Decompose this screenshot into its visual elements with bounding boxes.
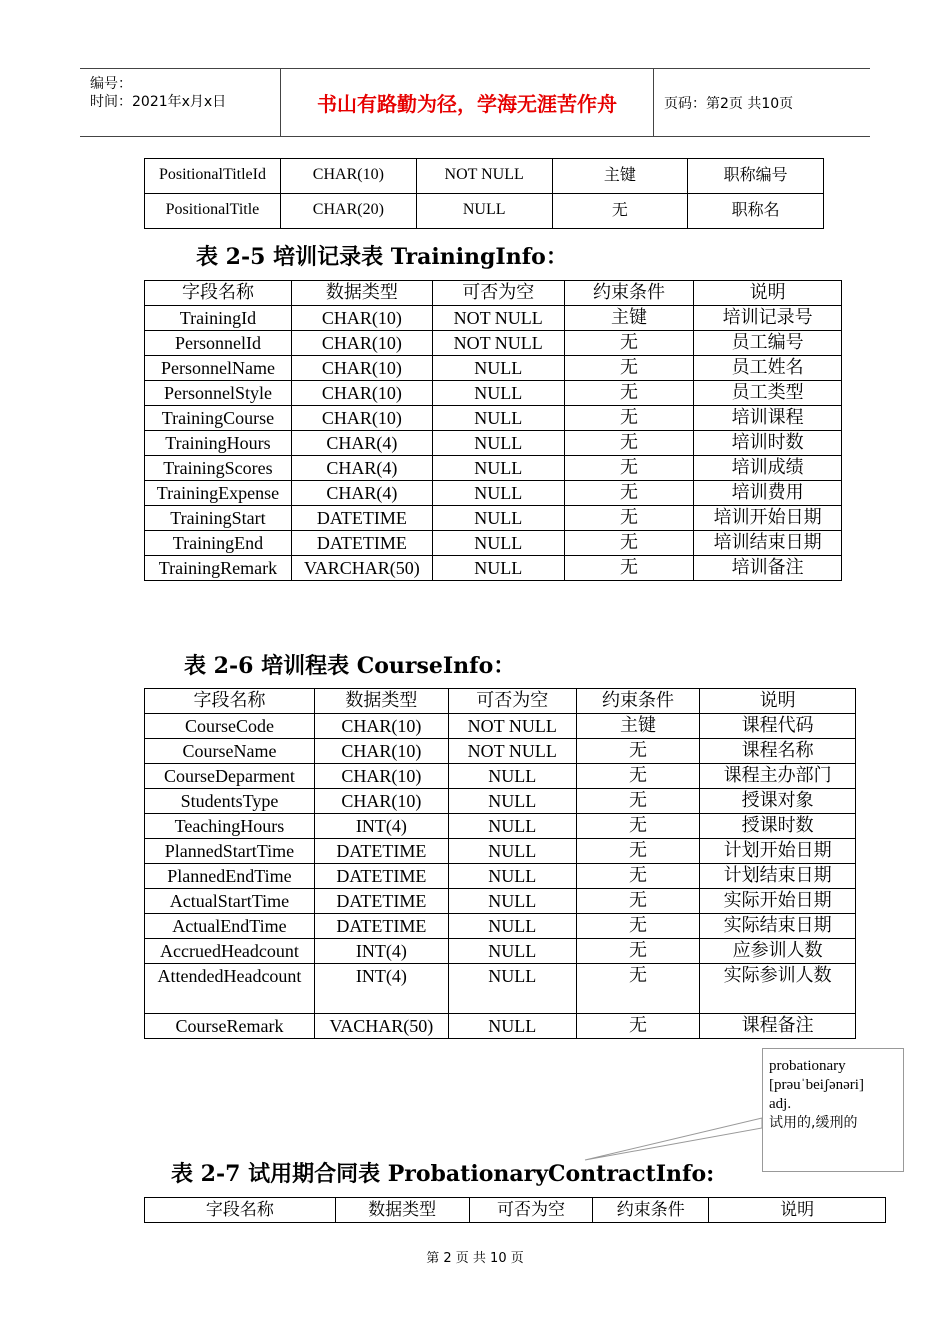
table-cell: CHAR(10) bbox=[291, 306, 432, 331]
table-cell: 无 bbox=[564, 331, 694, 356]
table-cell: 职称名 bbox=[688, 194, 824, 229]
table-cell: 无 bbox=[564, 531, 694, 556]
table-cell: INT(4) bbox=[314, 964, 448, 1014]
table-cell: NULL bbox=[448, 789, 576, 814]
table-cell: INT(4) bbox=[314, 939, 448, 964]
table-cell: CHAR(10) bbox=[314, 739, 448, 764]
table-cell: 职称编号 bbox=[688, 159, 824, 194]
table-cell: StudentsType bbox=[145, 789, 315, 814]
column-header: 数据类型 bbox=[335, 1198, 469, 1223]
table-cell: 无 bbox=[576, 864, 700, 889]
table-cell: DATETIME bbox=[314, 839, 448, 864]
caption-table-2-5: 表 2-5 培训记录表 TrainingInfo： bbox=[196, 244, 568, 270]
column-header: 说明 bbox=[709, 1198, 886, 1223]
column-header: 字段名称 bbox=[145, 689, 315, 714]
table-cell: 实际开始日期 bbox=[700, 889, 856, 914]
table-cell: 无 bbox=[564, 456, 694, 481]
table-cell: CHAR(10) bbox=[291, 406, 432, 431]
table-cell: NULL bbox=[448, 939, 576, 964]
table-cell: 授课对象 bbox=[700, 789, 856, 814]
column-header: 说明 bbox=[694, 281, 842, 306]
table-cell: DATETIME bbox=[314, 889, 448, 914]
table-cell: NULL bbox=[432, 431, 564, 456]
table-cell: NULL bbox=[416, 194, 552, 229]
table-cell: TrainingStart bbox=[145, 506, 292, 531]
table-cell: TrainingId bbox=[145, 306, 292, 331]
table-cell: 无 bbox=[564, 406, 694, 431]
table-cell: 课程代码 bbox=[700, 714, 856, 739]
table-cell: PlannedEndTime bbox=[145, 864, 315, 889]
caption-table-2-6: 表 2-6 培训程表 CourseInfo： bbox=[184, 653, 516, 679]
table-cell: 无 bbox=[576, 964, 700, 1014]
table-cell: TrainingScores bbox=[145, 456, 292, 481]
table-cell: NULL bbox=[448, 814, 576, 839]
table-cell: 无 bbox=[576, 839, 700, 864]
column-header: 约束条件 bbox=[593, 1198, 709, 1223]
table-cell: ActualEndTime bbox=[145, 914, 315, 939]
table-cell: 无 bbox=[576, 939, 700, 964]
table-cell: 无 bbox=[552, 194, 688, 229]
table-cell: NULL bbox=[432, 456, 564, 481]
column-header: 可否为空 bbox=[432, 281, 564, 306]
table-cell: NULL bbox=[448, 839, 576, 864]
page-footer: 第 2 页 共 10 页 bbox=[426, 1251, 524, 1266]
table-cell: PersonnelName bbox=[145, 356, 292, 381]
table-cell: CHAR(4) bbox=[291, 481, 432, 506]
table-cell: NULL bbox=[448, 914, 576, 939]
table-cell: PlannedStartTime bbox=[145, 839, 315, 864]
table-cell: NULL bbox=[432, 406, 564, 431]
column-header: 说明 bbox=[700, 689, 856, 714]
table-cell: 员工姓名 bbox=[694, 356, 842, 381]
table-cell: CHAR(10) bbox=[314, 789, 448, 814]
caption-table-2-7: 表 2-7 试用期合同表 ProbationaryContractInfo: bbox=[171, 1161, 715, 1187]
table-cell: 无 bbox=[576, 764, 700, 789]
number-label: 编号： bbox=[90, 76, 132, 92]
column-header: 约束条件 bbox=[576, 689, 700, 714]
table-cell: TrainingRemark bbox=[145, 556, 292, 581]
table-cell: PositionalTitleId bbox=[145, 159, 281, 194]
table-cell: NULL bbox=[432, 481, 564, 506]
table-cell: 主键 bbox=[552, 159, 688, 194]
table-cell: 无 bbox=[576, 814, 700, 839]
table-cell: VACHAR(50) bbox=[314, 1014, 448, 1039]
column-header: 字段名称 bbox=[145, 281, 292, 306]
table-cell: 无 bbox=[564, 356, 694, 381]
column-header: 可否为空 bbox=[469, 1198, 593, 1223]
table-cell: CHAR(10) bbox=[280, 159, 416, 194]
column-header: 约束条件 bbox=[564, 281, 694, 306]
table-cell: CHAR(10) bbox=[314, 714, 448, 739]
table-cell: NOT NULL bbox=[432, 306, 564, 331]
table-cell: AccruedHeadcount bbox=[145, 939, 315, 964]
table-cell: 授课时数 bbox=[700, 814, 856, 839]
table-cell: 计划结束日期 bbox=[700, 864, 856, 889]
table-cell: PersonnelId bbox=[145, 331, 292, 356]
table-cell: ActualStartTime bbox=[145, 889, 315, 914]
table-cell: 员工编号 bbox=[694, 331, 842, 356]
table-cell: NOT NULL bbox=[448, 739, 576, 764]
table-cell: 无 bbox=[576, 889, 700, 914]
motto: 书山有路勤为径，学海无涯苦作舟 bbox=[281, 69, 654, 136]
table-cell: NULL bbox=[448, 764, 576, 789]
table-cell: 应参训人数 bbox=[700, 939, 856, 964]
table-cell: NOT NULL bbox=[416, 159, 552, 194]
table-cell: VARCHAR(50) bbox=[291, 556, 432, 581]
table-cell: TrainingExpense bbox=[145, 481, 292, 506]
annotation-note bbox=[762, 1048, 904, 1172]
table-cell: 培训记录号 bbox=[694, 306, 842, 331]
table-cell: 无 bbox=[564, 381, 694, 406]
table-cell: CHAR(10) bbox=[291, 331, 432, 356]
table-cell: CourseName bbox=[145, 739, 315, 764]
table-cell: NULL bbox=[448, 889, 576, 914]
table-cell: 无 bbox=[576, 914, 700, 939]
table-cell: DATETIME bbox=[314, 914, 448, 939]
table-cell: 主键 bbox=[564, 306, 694, 331]
table-cell: NOT NULL bbox=[432, 331, 564, 356]
table-cell: CourseDeparment bbox=[145, 764, 315, 789]
table-cell: PositionalTitle bbox=[145, 194, 281, 229]
table-cell: 无 bbox=[576, 789, 700, 814]
column-header: 可否为空 bbox=[448, 689, 576, 714]
table-cell: NULL bbox=[432, 381, 564, 406]
table-cell: NULL bbox=[448, 964, 576, 1014]
table-cell: DATETIME bbox=[291, 531, 432, 556]
table-cell: 培训开始日期 bbox=[694, 506, 842, 531]
table-cell: NOT NULL bbox=[448, 714, 576, 739]
table-cell: CourseRemark bbox=[145, 1014, 315, 1039]
table-cell: 无 bbox=[564, 431, 694, 456]
table-cell: PersonnelStyle bbox=[145, 381, 292, 406]
table-cell: CHAR(20) bbox=[280, 194, 416, 229]
column-header: 数据类型 bbox=[291, 281, 432, 306]
table-cell: 主键 bbox=[576, 714, 700, 739]
table-cell: CHAR(4) bbox=[291, 431, 432, 456]
table-cell: TrainingEnd bbox=[145, 531, 292, 556]
table-cell: 课程名称 bbox=[700, 739, 856, 764]
table-cell: 实际结束日期 bbox=[700, 914, 856, 939]
table-cell: CourseCode bbox=[145, 714, 315, 739]
table-cell: 课程备注 bbox=[700, 1014, 856, 1039]
table-2-7 bbox=[144, 1197, 886, 1223]
table-cell: 课程主办部门 bbox=[700, 764, 856, 789]
column-header: 数据类型 bbox=[314, 689, 448, 714]
table-cell: NULL bbox=[432, 556, 564, 581]
note-meaning: 试用的,缓刑的 bbox=[769, 1115, 858, 1131]
table-cell: 培训成绩 bbox=[694, 456, 842, 481]
table-cell: AttendedHeadcount bbox=[145, 964, 315, 1014]
table-cell: TeachingHours bbox=[145, 814, 315, 839]
table-cell: 培训课程 bbox=[694, 406, 842, 431]
table-cell: 无 bbox=[564, 481, 694, 506]
table-cell: 无 bbox=[576, 1014, 700, 1039]
table-cell: 培训备注 bbox=[694, 556, 842, 581]
table-cell: TrainingCourse bbox=[145, 406, 292, 431]
note-phonetic: [prəuˈbeiʃənəri] bbox=[769, 1077, 864, 1093]
table-cell: NULL bbox=[432, 506, 564, 531]
table-cell: CHAR(10) bbox=[291, 356, 432, 381]
table-cell: 培训结束日期 bbox=[694, 531, 842, 556]
page-info: 页码：第2页 共10页 bbox=[664, 95, 794, 112]
note-word: probationary bbox=[769, 1058, 846, 1074]
table-cell: NULL bbox=[432, 356, 564, 381]
table-cell: CHAR(4) bbox=[291, 456, 432, 481]
table-cell: 无 bbox=[564, 556, 694, 581]
table-cell: NULL bbox=[448, 1014, 576, 1039]
table-cell: 无 bbox=[576, 739, 700, 764]
table-cell: CHAR(10) bbox=[314, 764, 448, 789]
table-cell: 实际参训人数 bbox=[700, 964, 856, 1014]
table-cell: NULL bbox=[448, 864, 576, 889]
table-cell: 培训时数 bbox=[694, 431, 842, 456]
table-cell: DATETIME bbox=[291, 506, 432, 531]
note-pos: adj. bbox=[769, 1096, 792, 1112]
table-cell: NULL bbox=[432, 531, 564, 556]
table-cell: TrainingHours bbox=[145, 431, 292, 456]
table-cell: 员工类型 bbox=[694, 381, 842, 406]
table-cell: 计划开始日期 bbox=[700, 839, 856, 864]
table-cell: DATETIME bbox=[314, 864, 448, 889]
table-cell: INT(4) bbox=[314, 814, 448, 839]
table-cell: CHAR(10) bbox=[291, 381, 432, 406]
table-cell: 培训费用 bbox=[694, 481, 842, 506]
column-header: 字段名称 bbox=[145, 1198, 336, 1223]
time-label: 时间：2021年x月x日 bbox=[90, 94, 227, 110]
table-cell: 无 bbox=[564, 506, 694, 531]
